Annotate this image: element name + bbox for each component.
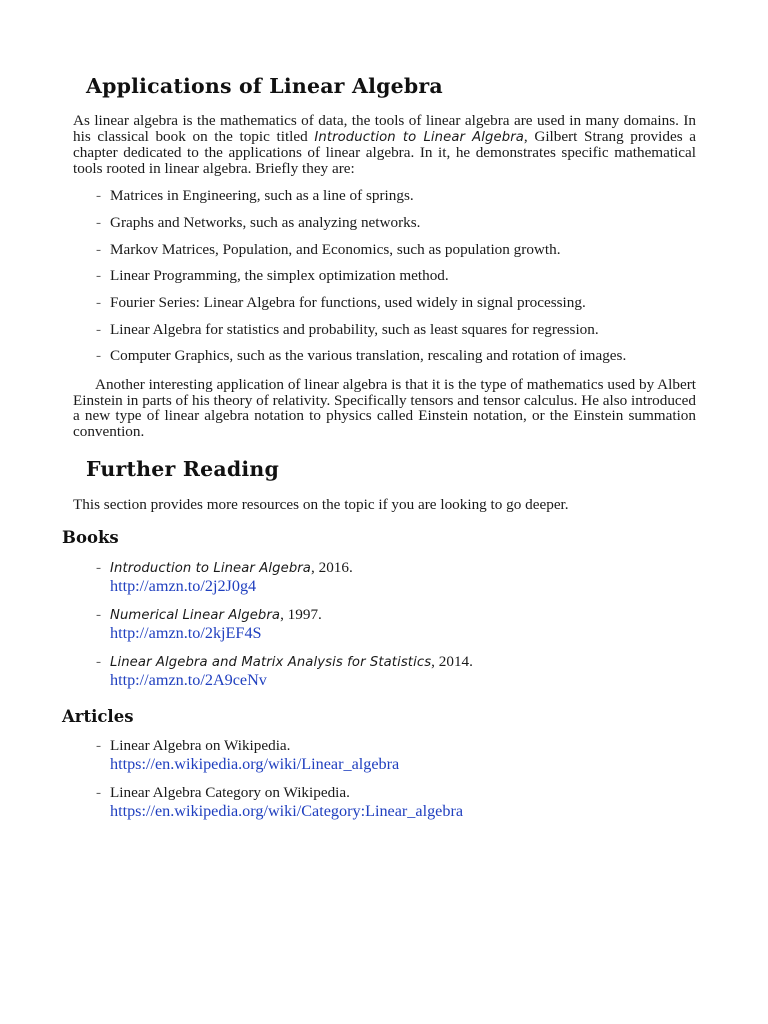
bullet-marker: - [96,559,102,576]
intro-text-before: As linear algebra is the mathematics of data, the tools of linear algebra are used in many domains. In his classical book on the topic titled [73,112,696,145]
list-item [96,241,561,259]
book-item [96,606,322,625]
list-item [96,267,449,285]
bullet-marker: - [96,737,102,754]
bullet-marker: - [96,294,102,311]
book-item [96,653,473,672]
list-item-text: Linear Algebra for statistics and probability, such as least squares for regression. [110,321,599,338]
list-item-text: Linear Programming, the simplex optimization method. [110,267,449,284]
book-title: Linear Algebra and Matrix Analysis for Statistics [110,655,432,670]
bullet-marker: - [96,653,102,670]
bullet-marker: - [96,241,102,258]
bullet-marker: - [96,347,102,364]
book-year: , 2016. [311,559,353,576]
list-item-text: Markov Matrices, Population, and Economics, such as population growth. [110,241,561,258]
list-item-text: Matrices in Engineering, such as a line of springs. [110,187,414,204]
book-year: , 2014. [431,653,473,670]
article-item [96,784,350,802]
bullet-marker: - [96,784,102,801]
article-link[interactable]: https://en.wikipedia.org/wiki/Linear_algebra [110,755,400,773]
intro-text-after: , Gilbert Strang provides a chapter dedicated to the applications of linear algebra. In it, he demonstrates specific mathematical tools rooted in linear algebra. Briefly they are: [73,127,696,177]
further-reading-intro: This section provides more resources on the topic if you are looking to go deeper. [73,496,569,513]
list-item [96,321,599,339]
article-title: Linear Algebra on Wikipedia. [110,737,291,754]
list-item [96,214,420,232]
list-item-text: Computer Graphics, such as the various translation, rescaling and rotation of images. [110,347,627,364]
book-link[interactable]: http://amzn.to/2j2J0g4 [110,577,257,595]
list-item-text: Graphs and Networks, such as analyzing networks. [110,214,421,231]
book-item [96,559,353,578]
section-title-further-reading: Further Reading [86,457,279,481]
list-item-text: Fourier Series: Linear Algebra for functions, used widely in signal processing. [110,294,586,311]
list-item [96,347,626,365]
applications-closing-paragraph: Another interesting application of linear algebra is that it is the type of mathematics used by Albert Einstein in parts of his theory of relativity. Specifically tensors and tensor calculus. He also introduced a new type of linear algebra notation to physics called Einstein notation, or the Einstein summation convention. [73,376,696,440]
article-title: Linear Algebra Category on Wikipedia. [110,784,350,801]
bullet-marker: - [96,187,102,204]
book-title: Numerical Linear Algebra [110,608,281,623]
bullet-marker: - [96,267,102,284]
book-link[interactable]: http://amzn.to/2A9ceNv [110,671,267,689]
article-link[interactable]: https://en.wikipedia.org/wiki/Category:Linear_algebra [110,802,464,820]
section-title-applications: Applications of Linear Algebra [86,74,443,98]
bullet-marker: - [96,606,102,623]
book-year: , 1997. [280,606,322,623]
applications-intro-paragraph [73,113,696,176]
intro-book-title: Introduction to Linear Algebra [314,129,524,145]
article-item [96,737,290,755]
subsection-title-books: Books [62,528,119,547]
book-link[interactable]: http://amzn.to/2kjEF4S [110,624,262,642]
book-title: Introduction to Linear Algebra [110,561,311,576]
list-item [96,294,586,312]
list-item [96,187,414,205]
bullet-marker: - [96,321,102,338]
subsection-title-articles: Articles [62,707,134,726]
bullet-marker: - [96,214,102,231]
